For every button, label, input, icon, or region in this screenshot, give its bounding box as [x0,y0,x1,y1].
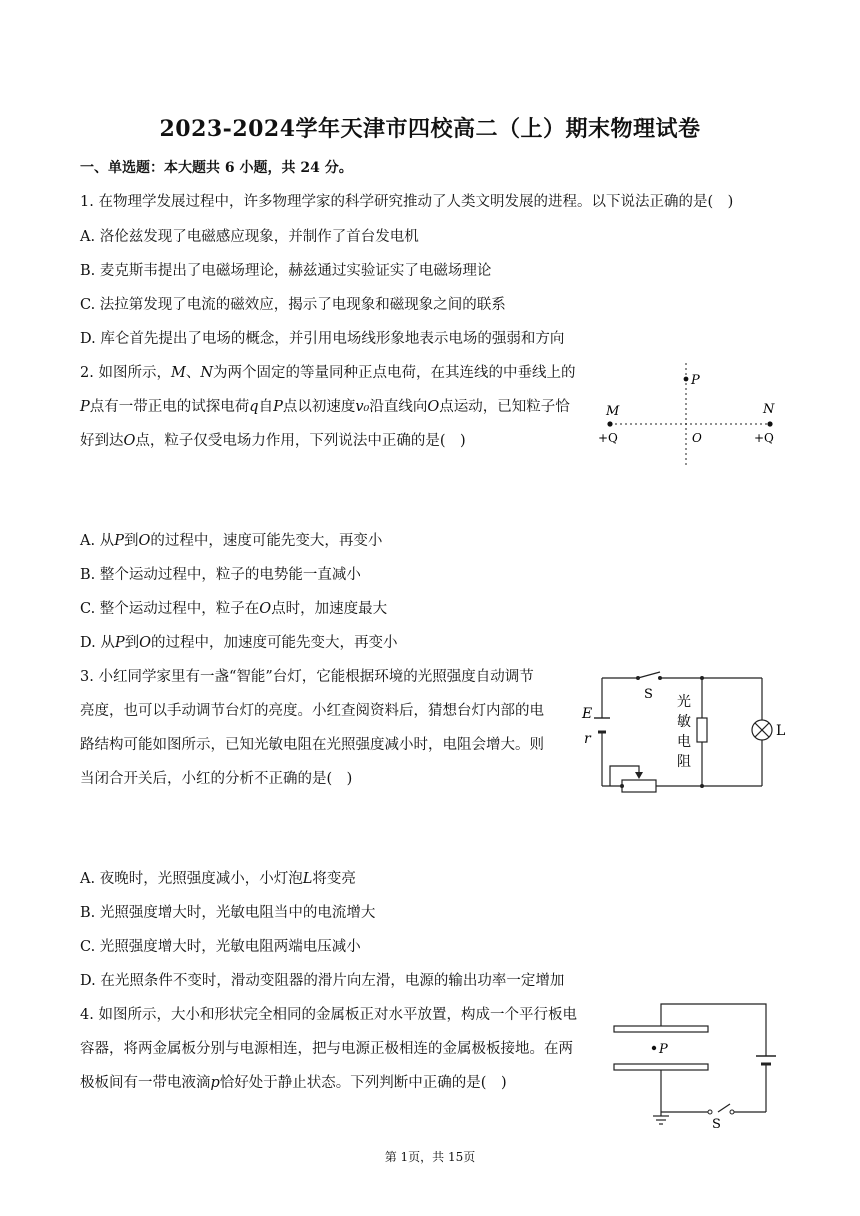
q3-option-a: A. 夜晚时，光照强度减小，小灯泡L将变亮 [80,871,356,887]
q3-option-b: B. 光照强度增大时，光敏电阻当中的电流增大 [80,905,376,921]
q3-label-photo-4: 阻 [677,754,691,770]
q2-charge-m [607,421,612,426]
q2-point-p [684,377,689,382]
page-footer: 第 1页，共 15页 [384,1150,476,1164]
page-title: 2023-2024学年天津市四校高二（上）期末物理试卷 [159,116,701,142]
q3-label-photo-1: 光 [677,694,691,710]
q3-junction [636,676,640,680]
q4-label-switch: S [712,1117,721,1132]
q3-label-photo-3: 电 [677,734,691,750]
q3-stem-line-1: 3. 小红同学家里有一盏“智能”台灯，它能根据环境的光照强度自动调节 [80,669,534,685]
q3-label-internal-resistance: r [584,731,591,747]
q2-stem-line-2: P点有一带正电的试探电荷q自P点以初速度v₀沿直线向O点运动，已知粒子恰 [80,399,570,415]
q3-circuit-figure [580,662,790,797]
q1-option-c: C. 法拉第发现了电流的磁效应，揭示了电现象和磁现象之间的联系 [80,297,506,313]
q3-junction [700,676,704,680]
q2-stem-line-3: 好到达O点，粒子仅受电场力作用，下列说法中正确的是( ) [80,433,466,449]
q3-stem-line-2: 亮度，也可以手动调节台灯的亮度。小红查阅资料后，猜想台灯内部的电 [80,703,544,719]
section-heading: 一、单选题：本大题共 6 小题，共 24 分。 [80,160,353,176]
q3-label-switch: S [644,687,653,702]
q2-option-b: B. 整个运动过程中，粒子的电势能一直减小 [80,567,361,583]
q4-stem-line-2: 容器，将两金属板分别与电源相连，把与电源正极相连的金属极板接地。在两 [80,1041,573,1057]
q3-label-photo-2: 敏 [677,714,691,730]
q2-label-m: M [606,404,620,419]
q3-junction [700,784,704,788]
q2-label-n: N [763,402,775,417]
q3-rheostat-slider [635,772,643,779]
q3-stem-line-3: 路结构可能如图所示，已知光敏电阻在光照强度减小时，电阻会增大。则 [80,737,544,753]
q2-stem-line-1: 2. 如图所示，M、N为两个固定的等量同种正点电荷，在其连线的中垂线上的 [80,365,576,381]
q3-junction [620,784,624,788]
q3-rheostat [622,780,656,792]
q1-option-a: A. 洛伦兹发现了电磁感应现象，并制作了首台发电机 [80,229,419,245]
q4-switch-contact [708,1110,712,1114]
q4-lower-plate [614,1064,708,1070]
q4-capacitor-figure [606,1000,786,1130]
q4-droplet [652,1046,656,1050]
q2-option-d: D. 从P到O的过程中，加速度可能先变大，再变小 [80,635,398,651]
q3-photoresistor [697,718,707,742]
q1-stem: 1. 在物理学发展过程中，许多物理学家的科学研究推动了人类文明发展的进程。以下说法正确的是( ) [80,194,734,210]
q1-option-b: B. 麦克斯韦提出了电磁场理论，赫兹通过实验证实了电磁场理论 [80,263,492,279]
q3-junction [658,676,662,680]
q2-option-a: A. 从P到O的过程中，速度可能先变大，再变小 [80,533,383,549]
q2-label-left-charge: +Q [598,431,618,445]
q3-label-lamp: L [776,723,786,739]
q4-label-p: P [659,1042,668,1057]
q3-label-emf: E [582,706,593,722]
q1-option-d: D. 库仑首先提出了电场的概念，并引用电场线形象地表示电场的强弱和方向 [80,331,565,347]
q2-label-p: P [691,373,700,388]
q4-stem-line-1: 4. 如图所示，大小和形状完全相同的金属板正对水平放置，构成一个平行板电 [80,1007,577,1023]
q2-figure [590,358,790,468]
q4-switch-contact [730,1110,734,1114]
q2-label-right-charge: +Q [754,431,774,445]
q3-option-c: C. 光照强度增大时，光敏电阻两端电压减小 [80,939,361,955]
q4-upper-plate [614,1026,708,1032]
q2-option-c: C. 整个运动过程中，粒子在O点时，加速度最大 [80,601,388,617]
q2-label-o: O [692,431,702,445]
q2-charge-n [767,421,772,426]
q3-option-d: D. 在光照条件不变时，滑动变阻器的滑片向左滑，电源的输出功率一定增加 [80,973,565,989]
q4-stem-line-3: 极板间有一带电液滴p恰好处于静止状态。下列判断中正确的是( ) [80,1075,507,1091]
q3-stem-line-4: 当闭合开关后，小红的分析不正确的是( ) [80,771,353,787]
